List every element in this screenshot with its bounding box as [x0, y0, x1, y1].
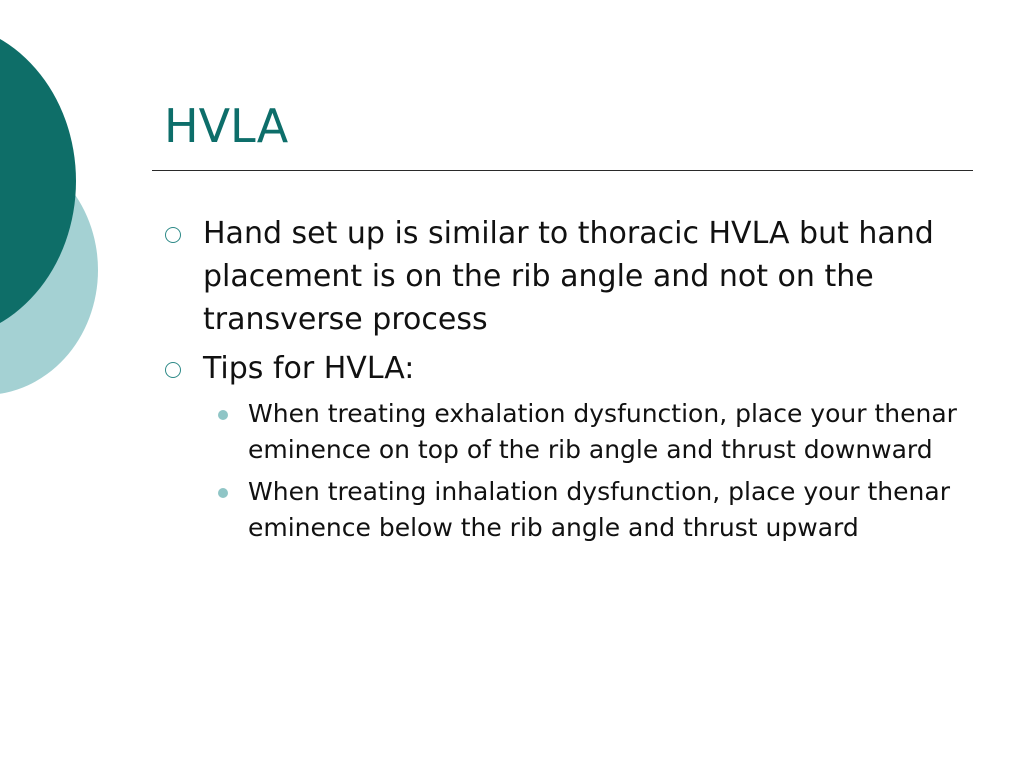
bullet-item — [163, 212, 963, 341]
filled-circle-icon — [218, 410, 228, 420]
hollow-circle-icon — [165, 362, 181, 378]
bullet-text: Hand set up is similar to thoracic HVLA but hand placement is on the rib angle and not on the transverse process — [203, 216, 934, 337]
bullet-list — [163, 212, 963, 552]
sub-bullet-item — [163, 474, 963, 546]
hollow-circle-icon — [165, 227, 181, 243]
sub-bullet-text: When treating exhalation dysfunction, place your thenar eminence on top of the rib angle and thrust downward — [248, 399, 957, 464]
slide-title: HVLA — [164, 99, 289, 153]
sub-bullet-text: When treating inhalation dysfunction, place your thenar eminence below the rib angle and thrust upward — [248, 477, 950, 542]
title-divider — [152, 170, 973, 171]
bullet-text: Tips for HVLA: — [203, 351, 415, 386]
filled-circle-icon — [218, 488, 228, 498]
sub-bullet-item — [163, 396, 963, 468]
bullet-item — [163, 347, 963, 390]
